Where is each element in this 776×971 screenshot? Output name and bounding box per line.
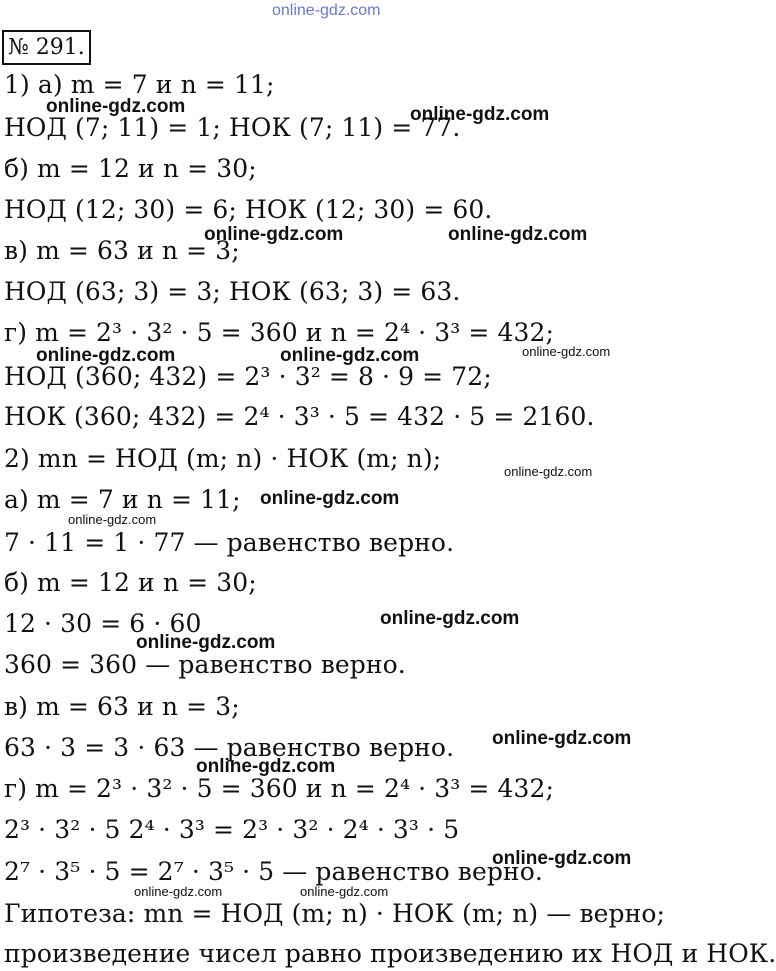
watermark: online-gdz.com [492, 728, 632, 749]
task-number: № 291. [2, 30, 91, 65]
solution-line: б) m = 12 и n = 30; [4, 154, 257, 183]
watermark: online-gdz.com [492, 848, 632, 869]
watermark: online-gdz.com [46, 96, 186, 117]
watermark: online-gdz.com [68, 512, 157, 527]
solution-line: Гипотеза: mn = НОД (m; n) · НОК (m; n) — верно; [4, 899, 666, 928]
solution-line: НОД (63; 3) = 3; НОК (63; 3) = 63. [4, 277, 461, 306]
solution-line: в) m = 63 и n = 3; [4, 236, 240, 265]
watermark: online-gdz.com [36, 345, 176, 366]
watermark: online-gdz.com [380, 608, 520, 629]
solution-line: 360 = 360 — равенство верно. [4, 650, 406, 679]
solution-line: 1) а) m = 7 и n = 11; [4, 70, 275, 99]
watermark: online-gdz.com [300, 884, 389, 899]
solution-line: 2) mn = НОД (m; n) · НОК (m; n); [4, 444, 442, 473]
watermark: online-gdz.com [196, 756, 336, 777]
watermark: online-gdz.com [410, 104, 550, 125]
watermark-top: online-gdz.com [272, 2, 381, 19]
solution-line: НОД (360; 432) = 2³ · 3² = 8 · 9 = 72; [4, 362, 492, 391]
solution-line: г) m = 2³ · 3² · 5 = 360 и n = 2⁴ · 3³ = 432; [4, 774, 555, 803]
solution-line: б) m = 12 и n = 30; [4, 568, 257, 597]
watermark: online-gdz.com [136, 632, 276, 653]
solution-line: 63 · 3 = 3 · 63 — равенство верно. [4, 733, 455, 762]
watermark: online-gdz.com [504, 464, 593, 479]
solution-line: 2⁷ · 3⁵ · 5 = 2⁷ · 3⁵ · 5 — равенство верно. [4, 857, 543, 886]
watermark: online-gdz.com [522, 344, 611, 359]
solution-line: НОК (360; 432) = 2⁴ · 3³ · 5 = 432 · 5 = 2160. [4, 402, 595, 431]
watermark: online-gdz.com [448, 224, 588, 245]
solution-line: произведение чисел равно произведению их НОД и НОК. [4, 939, 776, 968]
watermark: online-gdz.com [280, 345, 420, 366]
solution-line: НОД (12; 30) = 6; НОК (12; 30) = 60. [4, 195, 493, 224]
solution-line: 7 · 11 = 1 · 77 — равенство верно. [4, 528, 455, 557]
solution-line: 12 · 30 = 6 · 60 [4, 609, 202, 638]
watermark: online-gdz.com [204, 224, 344, 245]
watermark: online-gdz.com [260, 488, 400, 509]
solution-line: НОД (7; 11) = 1; НОК (7; 11) = 77. [4, 113, 461, 142]
solution-line: г) m = 2³ · 3² · 5 = 360 и n = 2⁴ · 3³ = 432; [4, 318, 555, 347]
solution-line: в) m = 63 и n = 3; [4, 692, 240, 721]
solution-line: 2³ · 3² · 5 2⁴ · 3³ = 2³ · 3² · 2⁴ · 3³ · 5 [4, 815, 460, 844]
solution-line: а) m = 7 и n = 11; [4, 485, 241, 514]
watermark: online-gdz.com [134, 884, 223, 899]
